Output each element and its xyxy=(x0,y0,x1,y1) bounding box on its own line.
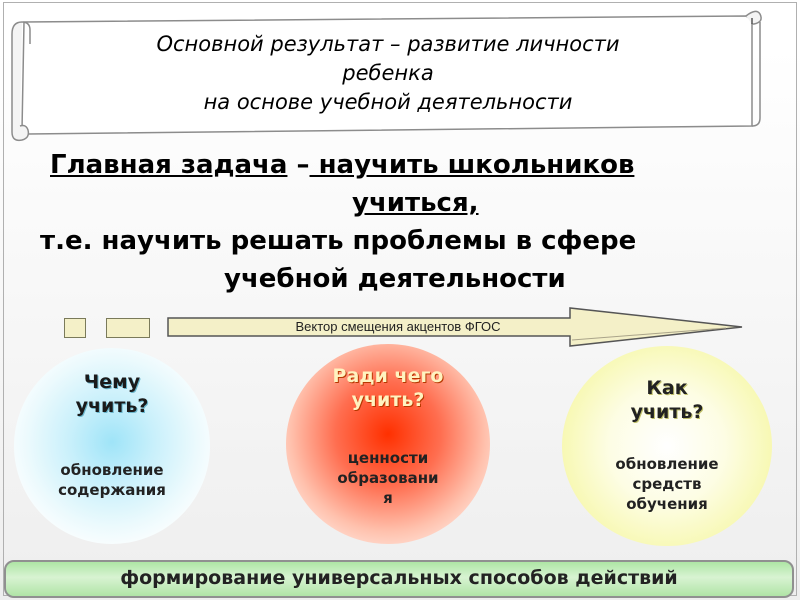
circle-3-question-line-1: Как xyxy=(646,377,688,399)
circle-1-desc-line-1: обновление xyxy=(60,461,164,479)
header-line-2: ребенка xyxy=(342,61,434,85)
header-title xyxy=(38,30,738,117)
circle-3-question xyxy=(562,376,772,424)
main-task-text xyxy=(40,146,770,298)
circle-3-question-line-2: учить? xyxy=(630,401,704,423)
circle-1-question-line-2: учить? xyxy=(75,395,149,417)
circle-why-to-teach xyxy=(286,344,490,544)
main-task-goal-2: учиться, xyxy=(352,188,479,218)
circle-1-question-line-1: Чему xyxy=(83,371,141,393)
circle-3-desc-line-2: средств xyxy=(632,475,702,493)
main-task-line-1 xyxy=(40,146,770,184)
circle-1-description xyxy=(14,460,210,500)
vector-marker-2 xyxy=(106,318,150,338)
circle-what-to-teach xyxy=(14,348,210,544)
circle-2-question-line-1: Ради чего xyxy=(332,365,444,387)
circle-2-desc-line-1: ценности xyxy=(347,449,429,467)
main-task-line-3: т.е. научить решать проблемы в сфере xyxy=(40,226,637,256)
circle-3-desc-line-1: обновление xyxy=(615,455,719,473)
header-scroll xyxy=(8,4,766,144)
circle-1-question xyxy=(14,370,210,418)
main-task-dash: – xyxy=(287,150,310,180)
circle-1-desc-line-2: содержания xyxy=(58,481,166,499)
circle-how-to-teach xyxy=(562,346,772,546)
circle-2-description xyxy=(286,448,490,508)
bottom-banner-text: формирование универсальных способов действий xyxy=(120,567,678,589)
header-line-3: на основе учебной деятельности xyxy=(203,90,573,114)
bottom-banner xyxy=(4,560,794,598)
circle-2-question xyxy=(286,364,490,412)
main-task-goal-1: научить школьников xyxy=(309,150,635,180)
circle-2-desc-line-3: я xyxy=(383,489,393,507)
circle-2-desc-line-2: образовани xyxy=(337,469,439,487)
vector-label: Вектор смещения акцентов ФГОС xyxy=(295,319,501,334)
vector-marker-1 xyxy=(64,318,86,338)
circle-3-desc-line-3: обучения xyxy=(626,495,708,513)
header-line-1: Основной результат – развитие личности xyxy=(156,32,620,56)
main-task-label: Главная задача xyxy=(50,150,288,180)
main-task-line-4: учебной деятельности xyxy=(224,264,566,294)
circle-3-description xyxy=(562,454,772,514)
circle-2-question-line-2: учить? xyxy=(351,389,425,411)
main-task-line-2 xyxy=(40,184,770,222)
